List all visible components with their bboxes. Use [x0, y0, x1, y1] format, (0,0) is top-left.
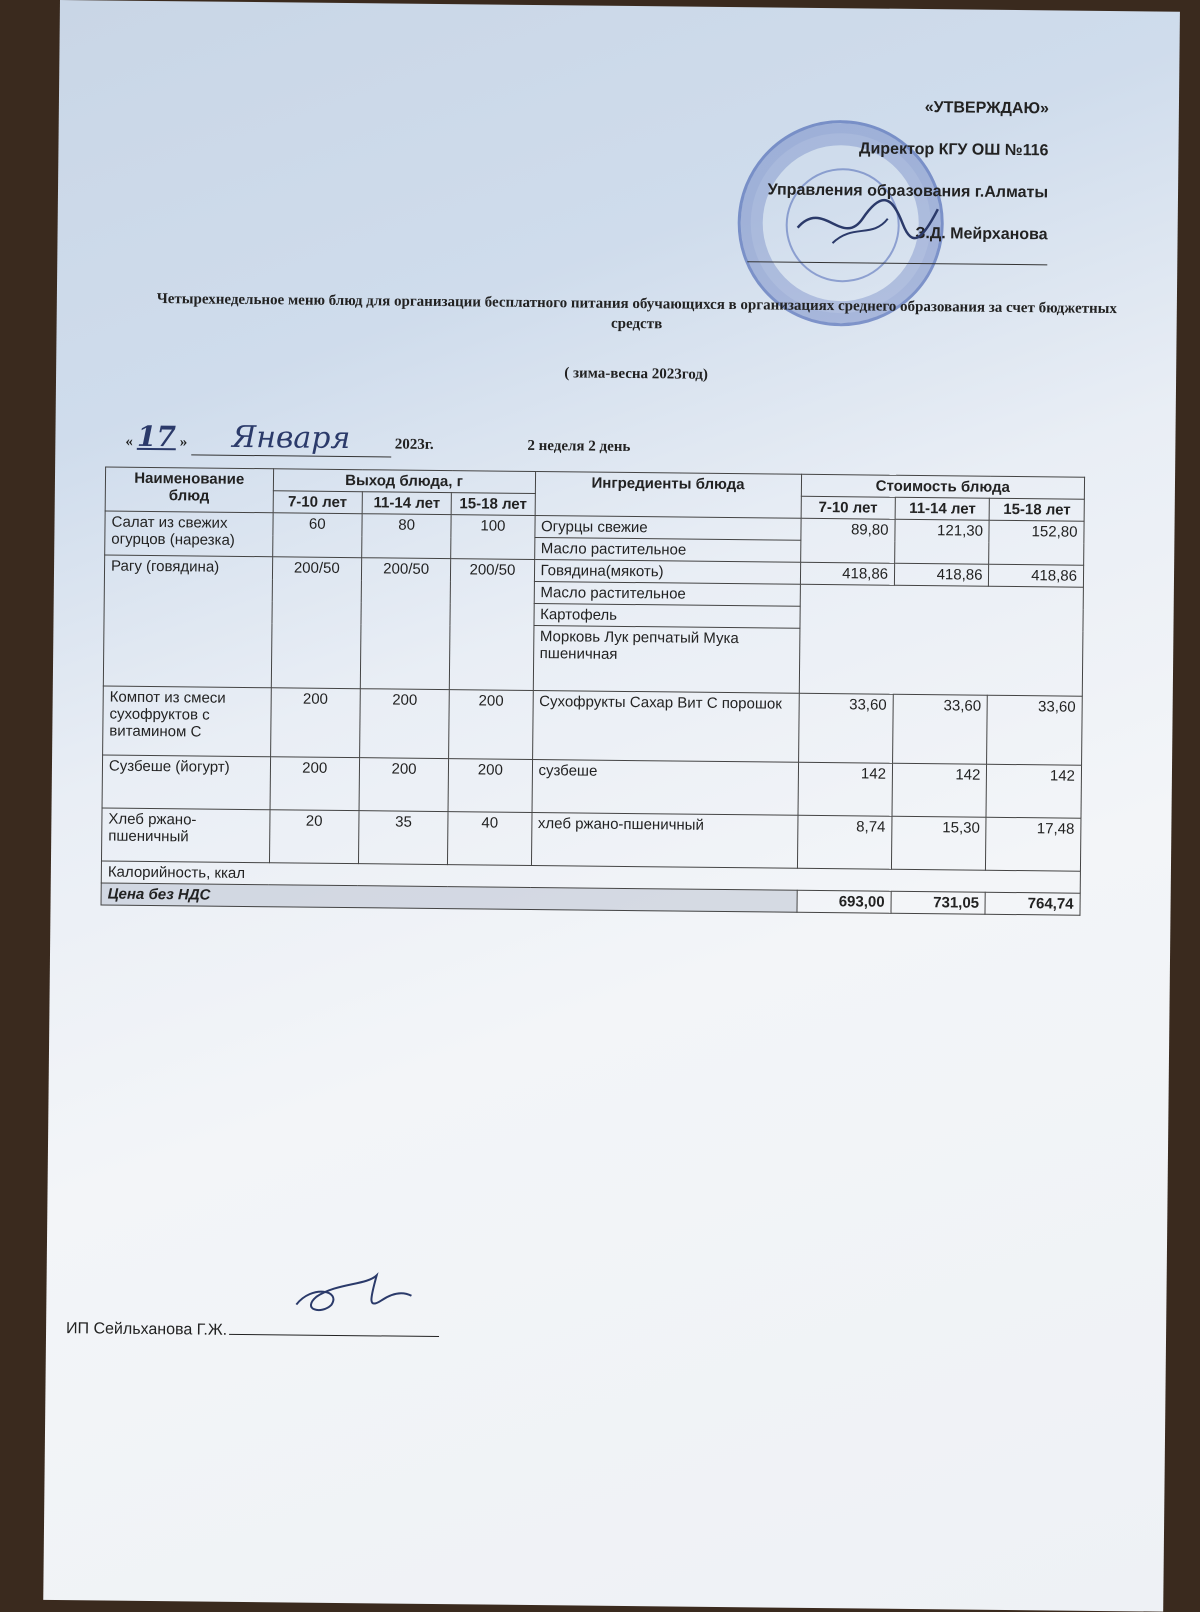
yield-cell: 200 — [448, 759, 532, 813]
signer-name: ИП Сейльханова Г.Ж. — [65, 1320, 228, 1339]
calories-label: Калорийность, ккал — [101, 861, 1080, 893]
menu-table — [101, 466, 1086, 915]
document-page — [43, 0, 1180, 1612]
ingredient-cell: Сухофрукты Сахар Вит С порошок — [532, 690, 799, 762]
header-cost-age2: 11-14 лет — [895, 497, 990, 520]
dish-name: Рагу (говядина) — [103, 555, 272, 688]
ingredient-cell: Масло растительное — [534, 581, 800, 606]
dish-name: Салат из свежих огурцов (нарезка) — [105, 511, 273, 557]
dish-name: Хлеб ржано-пшеничный — [101, 808, 269, 863]
yield-cell: 20 — [269, 810, 359, 864]
date-close-quote: » — [179, 434, 188, 451]
yield-cell: 80 — [362, 514, 452, 559]
header-yield: Выход блюда, г — [273, 469, 535, 494]
cost-cell: 121,30 — [895, 519, 990, 564]
header-yield-age2: 11-14 лет — [362, 492, 452, 515]
ingredient-cell: Картофель — [534, 603, 800, 628]
cost-cell: 418,86 — [894, 563, 989, 586]
header-ingredients: Ингредиенты блюда — [535, 472, 802, 519]
cost-cell: 142 — [892, 763, 987, 817]
cost-cell: 142 — [986, 764, 1081, 818]
ingredient-cell: Огурцы свежие — [534, 515, 800, 540]
cost-cell: 8,74 — [797, 815, 892, 869]
yield-cell: 200 — [359, 758, 449, 812]
yield-cell: 200 — [449, 690, 533, 760]
yield-cell: 100 — [451, 515, 535, 560]
ingredient-cell: хлеб ржано-пшеничный — [531, 812, 798, 868]
empty-cost-cell — [799, 584, 1084, 696]
yield-cell: 200 — [270, 688, 360, 758]
cost-cell: 33,60 — [987, 695, 1082, 765]
cost-cell: 418,86 — [989, 564, 1084, 587]
signer-line — [229, 1334, 439, 1337]
yield-cell: 200 — [360, 689, 450, 759]
header-cost-age3: 15-18 лет — [990, 498, 1085, 521]
director-signature — [792, 188, 943, 260]
yield-cell: 200/50 — [271, 557, 362, 689]
header-cost-age1: 7-10 лет — [801, 496, 896, 519]
date-year: 2023г. — [394, 436, 434, 453]
dish-name: Сузбеше (йогурт) — [102, 755, 270, 810]
total-cost-age3: 764,74 — [985, 892, 1080, 915]
date-line — [125, 419, 630, 460]
header-yield-age3: 15-18 лет — [451, 493, 534, 516]
header-yield-age1: 7-10 лет — [273, 491, 363, 514]
yield-cell: 200 — [270, 757, 360, 811]
approval-name: З.Д. Мейрханова — [915, 224, 1048, 244]
header-cost: Стоимость блюда — [801, 474, 1085, 499]
total-cost-age1: 693,00 — [797, 890, 892, 913]
yield-cell: 60 — [272, 513, 362, 558]
cost-cell: 89,80 — [800, 518, 895, 563]
yield-cell: 35 — [358, 811, 448, 865]
ingredient-cell: сузбеше — [532, 759, 799, 815]
cost-cell: 17,48 — [986, 817, 1081, 871]
cost-cell: 33,60 — [893, 694, 988, 764]
table-row — [103, 686, 1083, 765]
header-dish: Наименование блюд — [105, 467, 273, 513]
signer-signature — [286, 1264, 427, 1325]
approval-position: Директор КГУ ОШ №116 — [859, 140, 1049, 160]
ingredient-cell: Говядина(мякоть) — [534, 559, 800, 584]
approval-org: Управления образования г.Алматы — [767, 181, 1049, 202]
approval-heading: «УТВЕРЖДАЮ» — [924, 99, 1050, 118]
yield-cell: 40 — [448, 812, 532, 866]
yield-cell: 200/50 — [450, 559, 535, 691]
date-week: 2 неделя 2 день — [527, 437, 631, 455]
dish-name: Компот из смеси сухофруктов с витамином С — [103, 686, 271, 757]
ingredient-cell: Морковь Лук репчатый Мука пшеничная — [533, 625, 800, 693]
date-month: Января — [191, 419, 391, 457]
cost-cell: 152,80 — [989, 520, 1084, 565]
document-season: ( зима-весна 2023год) — [564, 365, 708, 383]
yield-cell: 200/50 — [360, 558, 451, 690]
price-label: Цена без НДС — [101, 883, 797, 912]
cost-cell: 418,86 — [800, 562, 895, 585]
document-title: Четырехнедельное меню блюд для организации бесплатного питания обучающихся в организациях среднего образования за счет бюджетных средств — [156, 291, 1117, 333]
total-cost-age2: 731,05 — [891, 891, 986, 914]
cost-cell: 15,30 — [891, 816, 986, 870]
date-day: 17 — [136, 419, 177, 454]
date-open-quote: « — [125, 433, 133, 450]
cost-cell: 142 — [798, 762, 893, 816]
ingredient-cell: Масло растительное — [534, 537, 800, 562]
cost-cell: 33,60 — [798, 693, 893, 763]
